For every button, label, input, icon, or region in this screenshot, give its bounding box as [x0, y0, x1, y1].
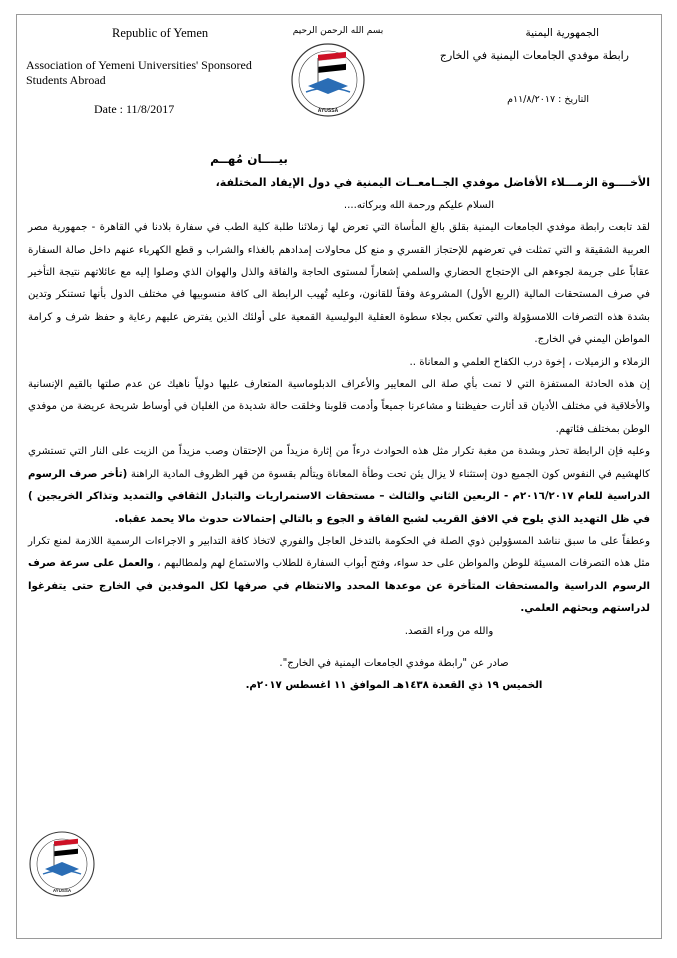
association-logo-bottom: [28, 826, 96, 912]
en-association: Association of Yemeni Universities' Sponsored Students Abroad: [26, 58, 252, 87]
ar-date: التاريخ : ١١/٨/٢٠١٧م: [507, 94, 589, 105]
paragraph-3: إن هذه الحادثة المستفزة التي لا تمت بأي صلة الى المعايير والأعراف الدبلوماسية المتعارف عليها دولياً ناهيك عن عدم صلتها بالقيم الإنسانية والأخلاقية في مختلف الأديان قد أثارت حفيظتنا و مشاعرنا جميعاً وأدمت قلوبنا وخلقت حالة شديدة من الغليان في أوساط شريحة عريضة من موفدي الوطن بمختلف فئاتهم.: [28, 379, 650, 435]
paragraph-2: الزملاء و الزميلات ، إخوة درب الكفاح العلمي و المعاناة ..: [409, 356, 650, 368]
paragraph-4-bold: (تأخر صرف الرسوم الدراسية للعام ٢٠١٦/٢٠١٧م - الربعين الثاني والثالث – مستحقات الاستمراريات والتبادل الثقافي والتمديد وتذاكر الخريجين ) في ظل التهديد الذي يلوح في الافق القريب لشبح الفاقة و الجوع و بالتالي إحتمالات حدوث مالا يحمد عقباه.: [28, 468, 650, 525]
en-date: Date : 11/8/2017: [94, 102, 175, 116]
ar-country: الجمهورية اليمنية: [525, 27, 599, 39]
en-country: Republic of Yemen: [112, 26, 209, 40]
paragraph-4-text: وعليه فإن الرابطة تحذر وبشدة من مغبة تكرار مثل هذه الحوادث درءاً من إثارة مزيداً من الإحتقان وصب مزيداً من الزيت على النار التي تستشري كالهشيم في النفوس كون الجميع دون إستثناء لا يزال يئن تحت وطأة المعاناة ويتألم بقسوة من قهر الظروف المادية الراهنة: [28, 446, 650, 480]
svg-text:AYUSSA: AYUSSA: [317, 108, 339, 114]
statement-subject: بيــــان مُهــم: [210, 152, 288, 166]
ar-association: رابطة موفدي الجامعات اليمنية في الخارج: [439, 49, 629, 62]
statement-address: الأخــــوة الزمـــلاء الأفاضل موفدي الجــامعــات اليمنية في دول الإيفاد المختلفة،: [215, 176, 650, 190]
paragraph-5: [28, 531, 650, 621]
association-logo-top: [288, 40, 368, 122]
statement-body: [28, 148, 650, 698]
paragraph-5-text: وعطفاً على ما سبق نناشد المسؤولين ذوي الصلة في الحكومة بالتدخل العاجل والفوري لاتخاذ كافة التدابير و الاجراءات الرسمية اللازمة لمنع تكرار مثل هذه التصرفات المسيئة للوطن والمواطن على حد سواء، وفتح أبواب السفارة للطلاب والاستماع لهم ولمطالبهم ،: [28, 535, 651, 570]
issuer-line: صادر عن "رابطة موفدي الجامعات اليمنية في الخارج".: [279, 657, 509, 669]
statement-greeting: السلام عليكم ورحمة الله وبركاته....: [343, 199, 495, 211]
paragraph-1: لقد تابعت رابطة موفدي الجامعات اليمنية بقلق بالغ المأساة التي تعرض لها زملائنا طلبة كلية الطب في سفارة بلادنا في القاهرة - جمهورية مصر العربية الشقيقة و التي تمثلت في تعرضهم للإحتجاز القسري و منع كل محاولات إمدادهم بالغذاء والشراب و قطع الكهرباء عنهم داخل صالة السفارة عقاباً على جريمة لجوءهم الى الإحتجاج الحضاري والسلمي إشعاراً لمستوى الحاجة والفاقة والذل والهوان الذي وصلوا إليه مع عائلاتهم نتيجة التأخير في صرف المستحقات المالية (الربع الأول) المشروعة وفقاً للقانون، وعليه تُهيب الرابطة الى كافة منسوبيها في مختلف الدول بأنها تستنكر وتدين بشدة هذه التصرفات اللامسؤولة والتي تعكس بجلاء سطوة العقلية البوليسية القمعية على أولئك الذين يفترض عليهم رعاية و حفظ شرف و كرامة المواطن اليمني في الخارج.: [28, 222, 650, 346]
paragraph-5-bold: والعمل على سرعة صرف الرسوم الدراسية والمستحقات المتأخرة عن موعدها المحدد والانتظام في صرفها لكل الموفدين في الخارج حتى يتفرغوا لدراستهم وبحثهم العلمي.: [28, 558, 650, 615]
basmala: بسم الله الرحمن الرحيم: [292, 26, 384, 36]
svg-text:AYUSSA: AYUSSA: [52, 888, 72, 893]
paragraph-4: [28, 441, 650, 531]
closing-line: والله من وراء القصد.: [404, 625, 494, 637]
issue-date-line: الخميس ١٩ ذي القعدة ١٤٣٨هـ الموافق ١١ اغسطس ٢٠١٧م.: [245, 680, 543, 692]
